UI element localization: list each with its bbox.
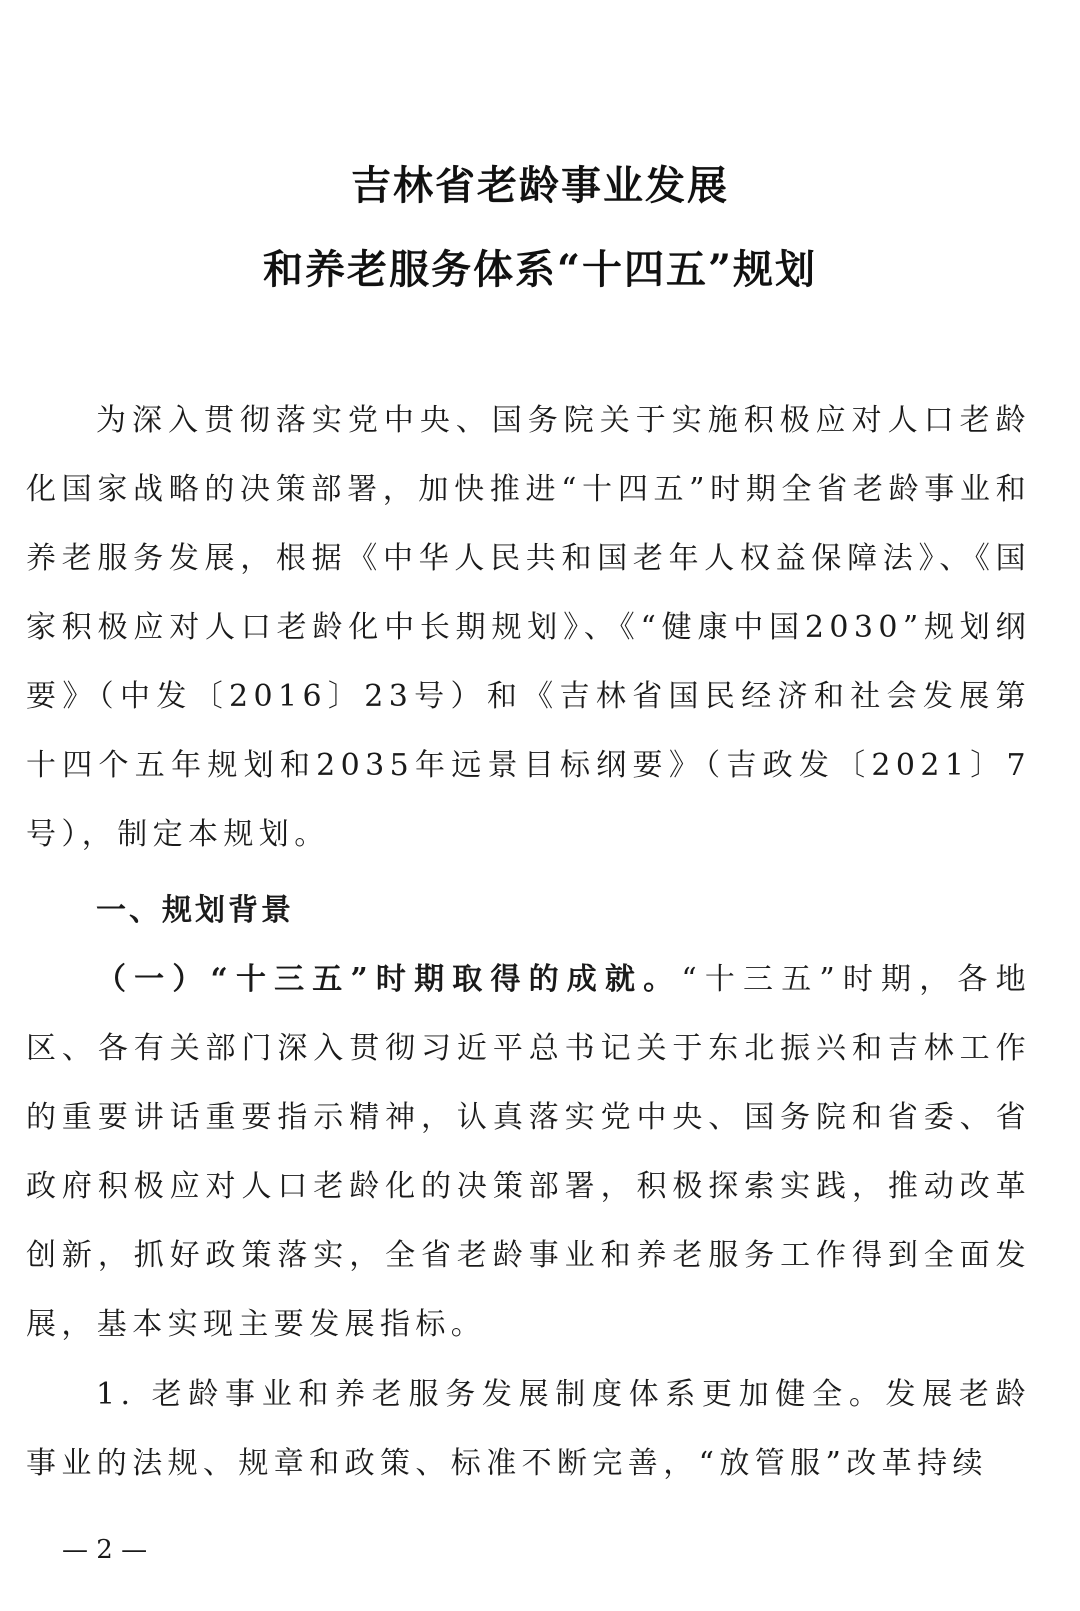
document-title-line-1: 吉林省老龄事业发展 (351, 162, 729, 209)
item-1-paragraph (26, 1360, 1031, 1498)
subsection-text: “十三五”时期，各地区、各有关部门深入贯彻习近平总书记关于东北振兴和吉林工作的重要讲话重要指示精神，认真落实党中央、国务院和省委、省政府积极应对人口老龄化的决策部署，积极探索实践，推动改革创新，抓好政策落实，全省老龄事业和养老服务工作得到全面发展，基本实现主要发展指标。 (26, 962, 1031, 1342)
page-number: — 2 — (62, 1535, 148, 1565)
item-1-text: 发展老龄事业的法规、规章和政策、标准不断完善，“放管服”改革持续 (26, 1377, 1031, 1481)
subsection-title: （一）“十三五”时期取得的成就。 (96, 962, 682, 997)
section-heading-1: 一、规划背景 (96, 893, 294, 928)
intro-paragraph: 为深入贯彻落实党中央、国务院关于实施积极应对人口老龄化国家战略的决策部署，加快推进“十四五”时期全省老龄事业和养老服务发展，根据《中华人民共和国老年人权益保障法》、《国家积极应对人口老龄化中长期规划》、《“健康中国2030”规划纲要》（中发〔2016〕23号）和《吉林省国民经济和社会发展第十四个五年规划和2035年远景目标纲要》（吉政发〔2021〕7号），制定本规划。 (26, 403, 1031, 852)
achievement-paragraph (26, 945, 1031, 1359)
item-1-title: 1. 老龄事业和养老服务发展制度体系更加健全。 (96, 1377, 886, 1412)
document-title-line-2: 和养老服务体系“十四五”规划 (262, 246, 817, 293)
